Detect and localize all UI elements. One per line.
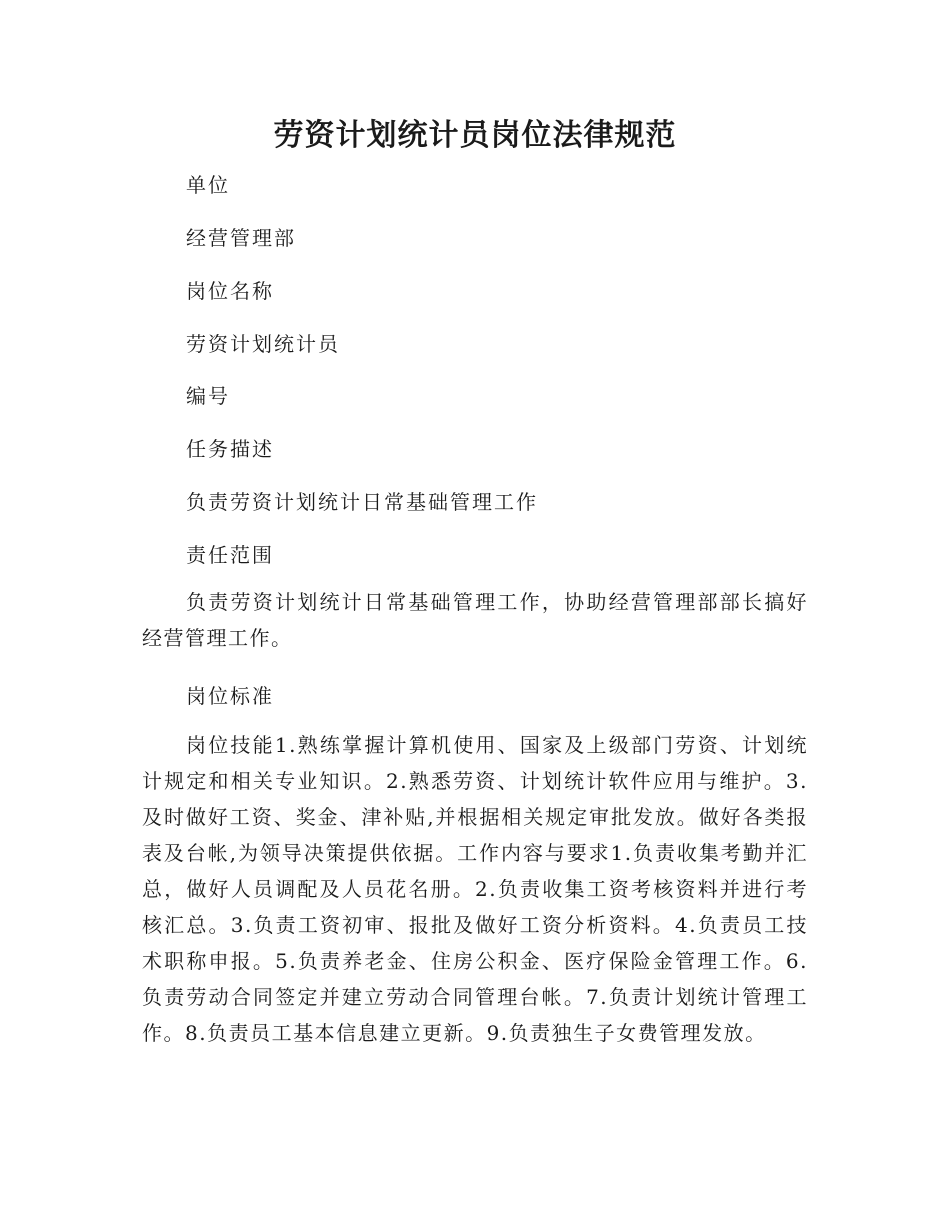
position-name-value: 劳资计划统计员 bbox=[186, 332, 340, 356]
document-title: 劳资计划统计员岗位法律规范 bbox=[273, 118, 677, 153]
responsibility-label: 责任范围 bbox=[186, 543, 274, 567]
unit-value: 经营管理部 bbox=[186, 226, 296, 250]
task-label: 任务描述 bbox=[186, 437, 274, 461]
responsibility-value: 负责劳资计划统计日常基础管理工作，协助经营管理部部长搞好经营管理工作。 bbox=[142, 590, 808, 650]
number-label: 编号 bbox=[186, 384, 230, 408]
task-value: 负责劳资计划统计日常基础管理工作 bbox=[186, 490, 538, 514]
standard-value: 岗位技能1.熟练掌握计算机使用、国家及上级部门劳资、计划统计规定和相关专业知识。2.熟悉劳资、计划统计软件应用与维护。3.及时做好工资、奖金、津补贴,并根据相关规定审批发放。做好各类报表及台帐,为领导决策提供依据。工作内容与要求1.负责收集考勤并汇总，做好人员调配及人员花名册。2.负责收集工资考核资料并进行考核汇总。3.负责工资初审、报批及做好工资分析资料。4.负责员工技术职称申报。5.负责养老金、住房公积金、医疗保险金管理工作。6.负责劳动合同签定并建立劳动合同管理台帐。7.负责计划统计管理工作。8.负责员工基本信息建立更新。9.负责独生子女费管理发放。 bbox=[142, 733, 808, 1045]
standard-label: 岗位标准 bbox=[186, 684, 274, 708]
position-name-label: 岗位名称 bbox=[186, 279, 274, 303]
unit-label: 单位 bbox=[186, 173, 230, 197]
